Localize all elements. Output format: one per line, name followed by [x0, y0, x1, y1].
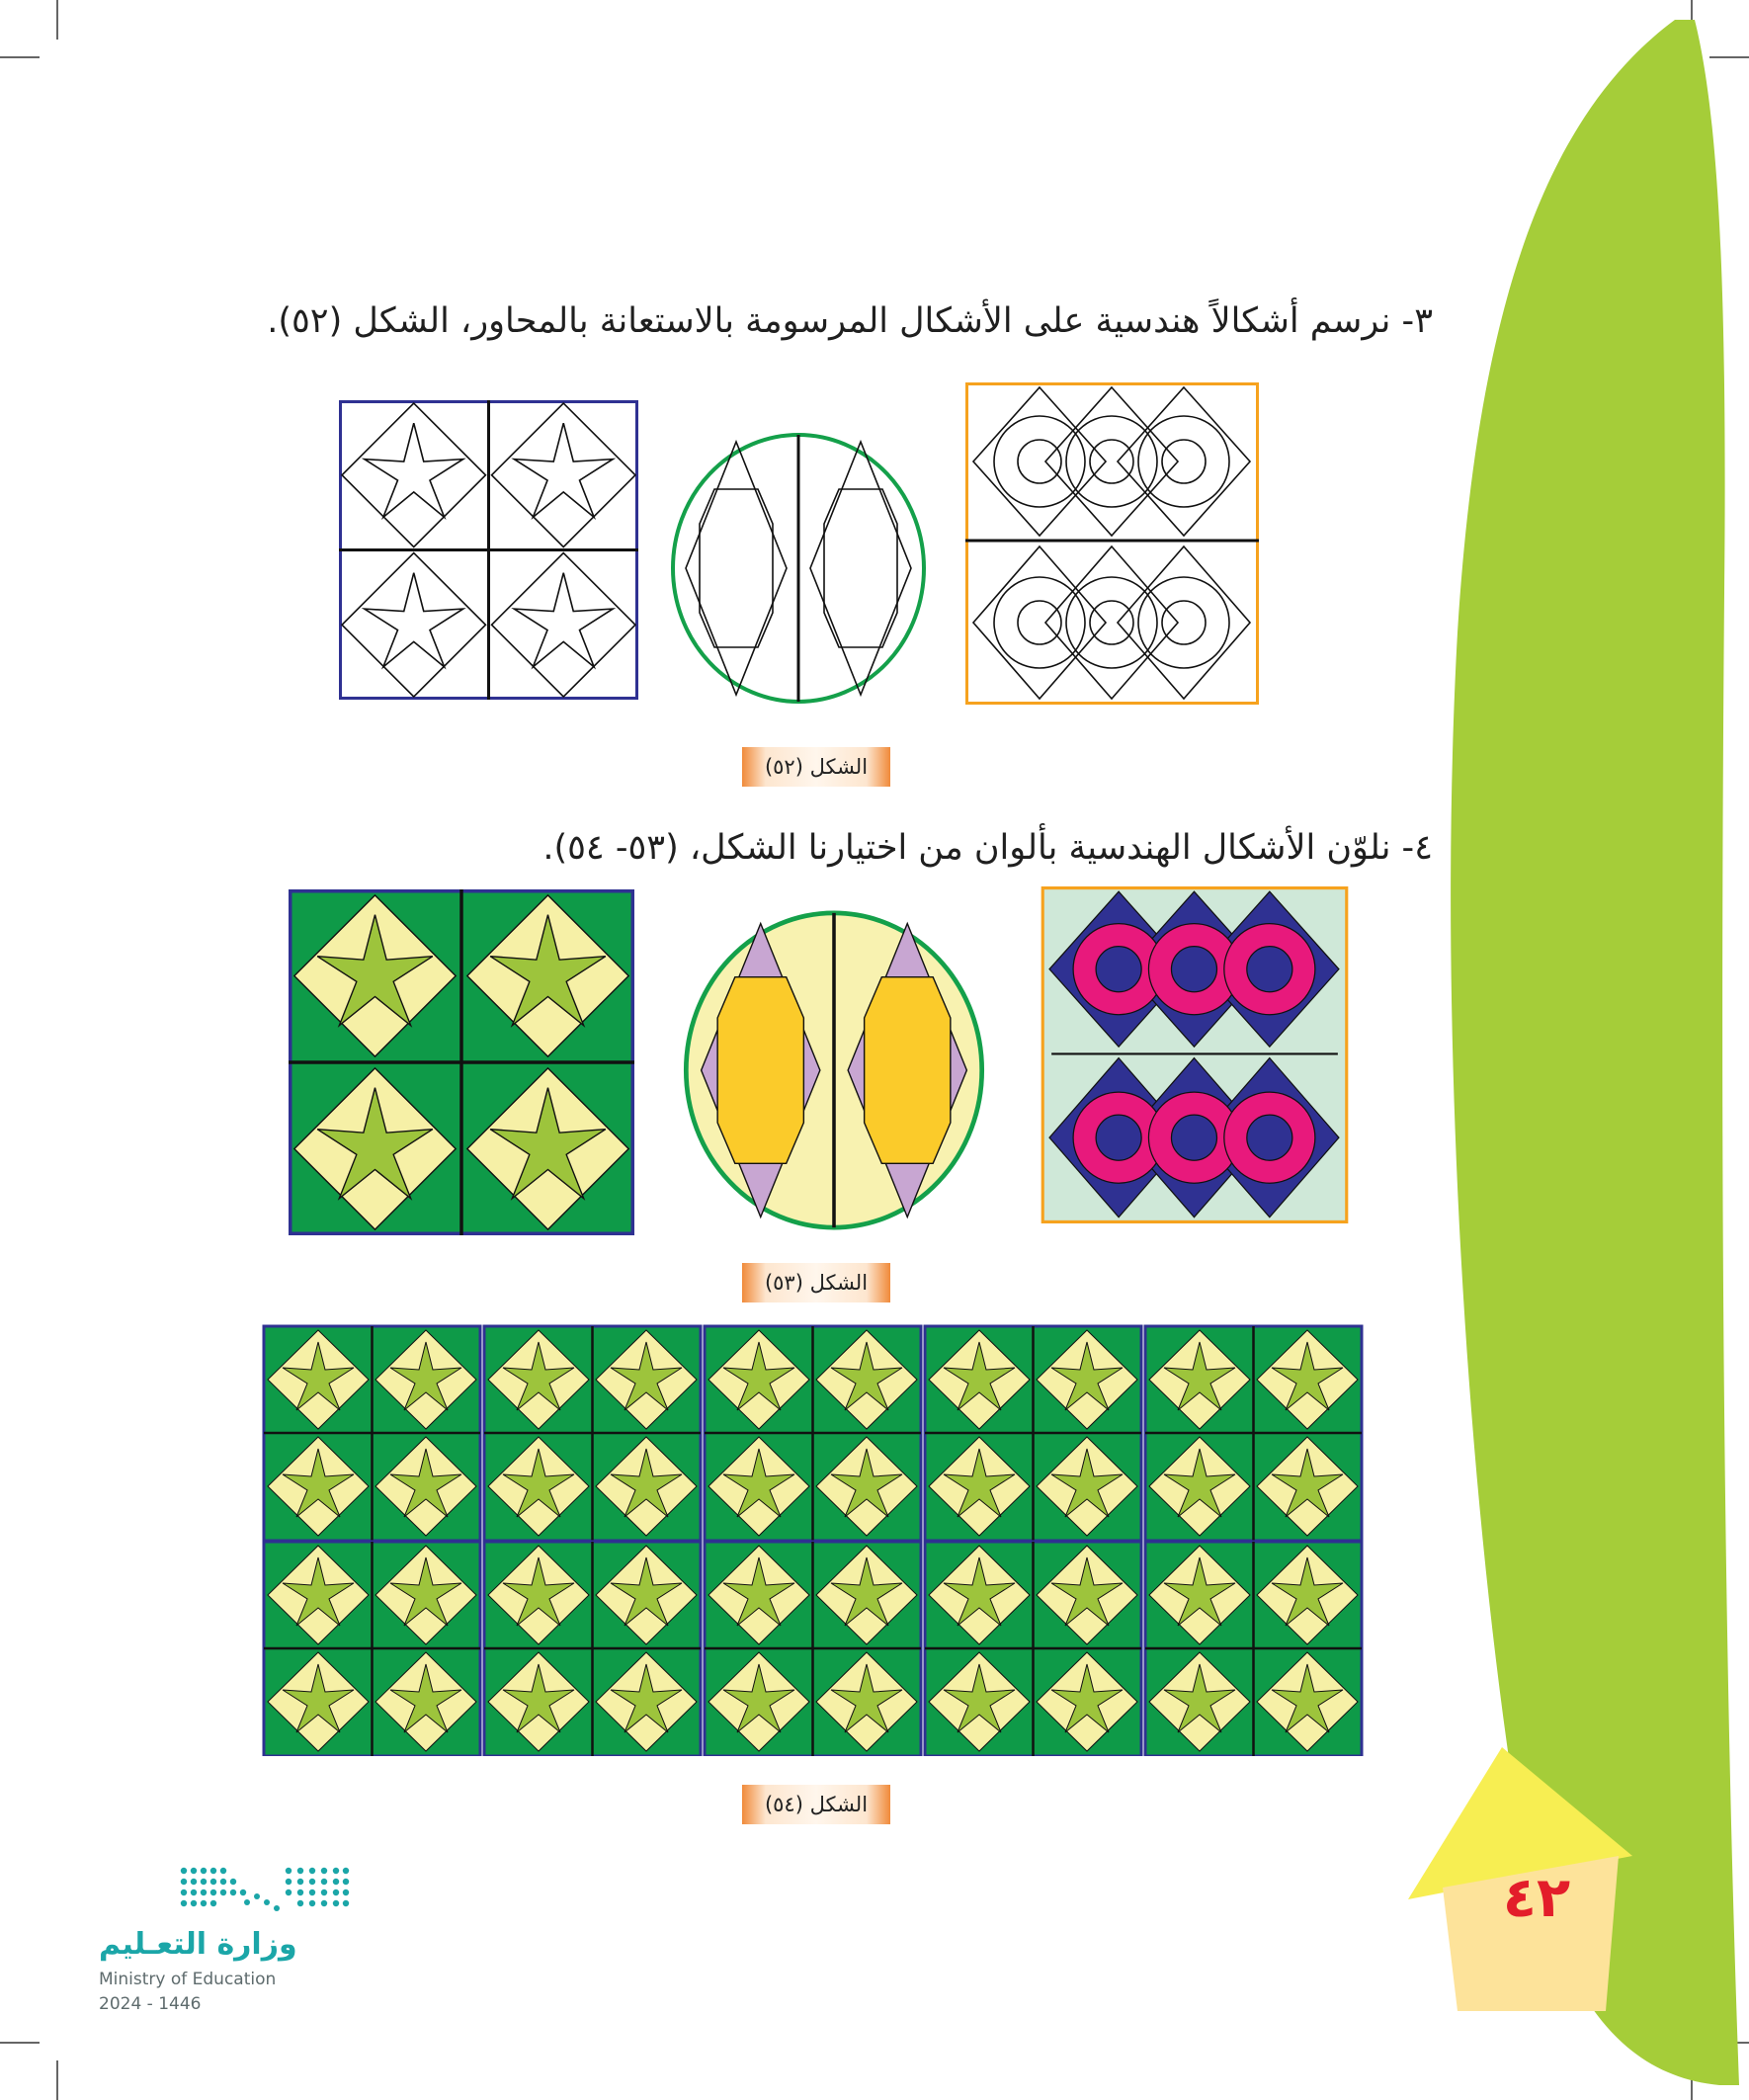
- ministry-logo-icon: [178, 1863, 351, 1918]
- exercise-4-text: ٤- نلوّن الأشكال الهندسية بألوان من اختيارنا الشكل، (٥٣- ٥٤).: [542, 828, 1433, 868]
- figure-53-stars-colored: [284, 889, 639, 1235]
- figure-52-rings-outline: [965, 382, 1259, 705]
- ministry-name-english: Ministry of Education: [99, 1970, 277, 1989]
- figure-52-caption: الشكل (٥٢): [742, 747, 890, 787]
- figure-54-caption: الشكل (٥٤): [742, 1785, 890, 1824]
- figure-54-tiled-stars: [262, 1324, 1374, 1756]
- page-number: ٤٢: [1502, 1866, 1571, 1930]
- figure-52-circle-outline: [670, 430, 927, 707]
- exercise-3-text: ٣- نرسم أشكالاً هندسية على الأشكال المرسومة بالاستعانة بالمحاور، الشكل (٥٢).: [267, 301, 1433, 341]
- figure-53-circle-colored: [661, 907, 1007, 1233]
- figure-53-rings-colored: [1040, 886, 1350, 1223]
- figure-53-caption: الشكل (٥٣): [742, 1263, 890, 1302]
- ministry-name-arabic: وزارة التعـليم: [99, 1927, 297, 1962]
- figure-52-stars-outline: [337, 400, 640, 700]
- edition-year: 2024 - 1446: [99, 1994, 202, 2014]
